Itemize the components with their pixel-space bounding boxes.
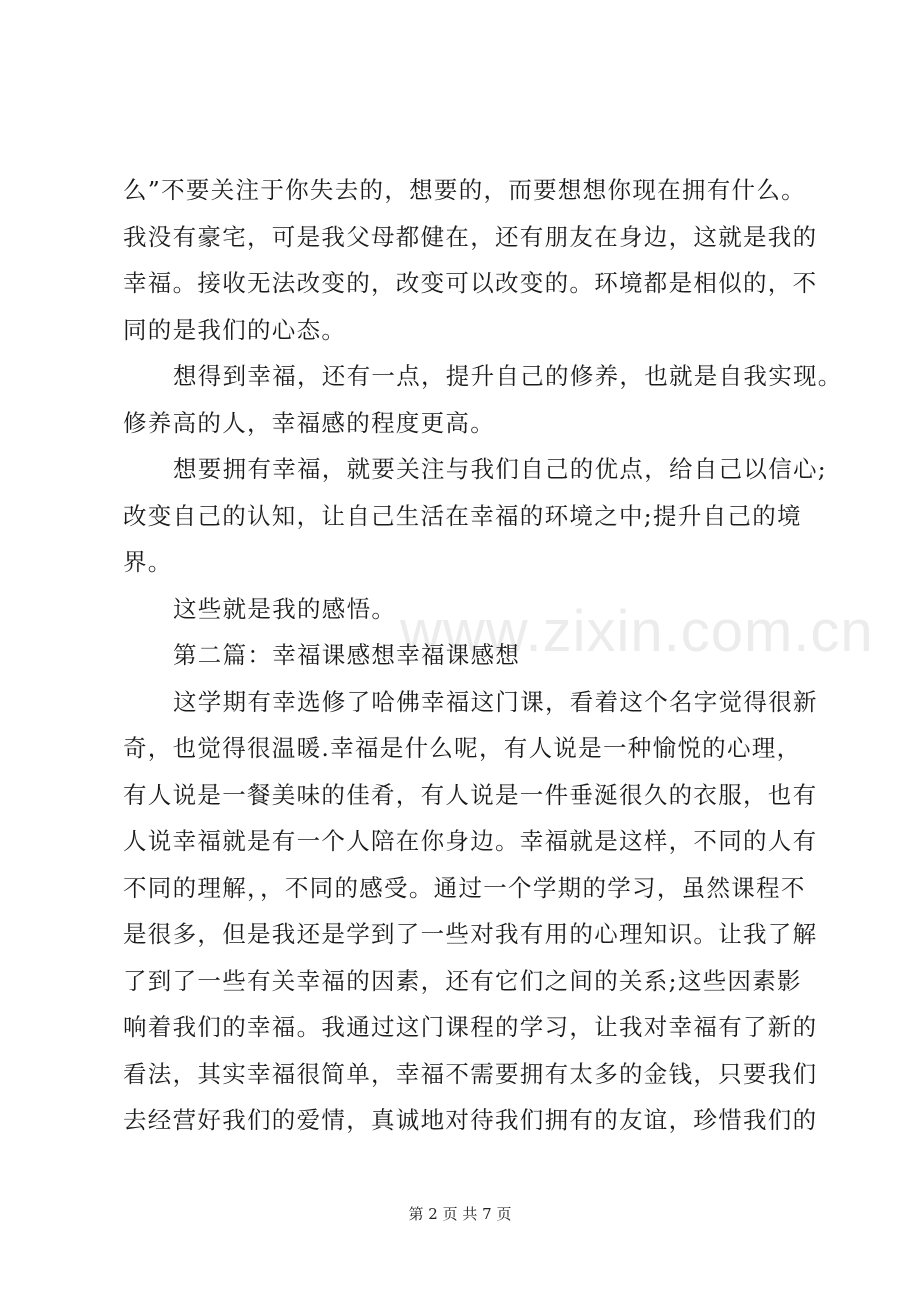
watermark: www.zixin.com.cn bbox=[400, 599, 874, 664]
paragraph-line: 这些就是我的感悟。 bbox=[173, 595, 397, 623]
paragraph-line: 这学期有幸选修了哈佛幸福这门课，看着这个名字觉得很新 bbox=[173, 688, 818, 716]
page-footer: 第 2 页 共 7 页 bbox=[408, 1205, 512, 1223]
paragraph-line: 么”不要关注于你失去的，想要的，而要想想你现在拥有什么。 bbox=[123, 176, 806, 204]
paragraph-line: 了到了一些有关幸福的因素，还有它们之间的关系;这些因素影 bbox=[123, 967, 802, 995]
paragraph-line: 我没有豪宅，可是我父母都健在，还有朋友在身边，这就是我的 bbox=[123, 223, 818, 251]
paragraph-line: 是很多，但是我还是学到了一些对我有用的心理知识。让我了解 bbox=[123, 920, 818, 948]
paragraph-line: 幸福。接收无法改变的，改变可以改变的。环境都是相似的，不 bbox=[123, 269, 818, 297]
paragraph-line: 想得到幸福，还有一点，提升自己的修养，也就是自我实现。 bbox=[173, 362, 843, 390]
paragraph-line: 界。 bbox=[123, 548, 173, 576]
paragraph-line: 看法，其实幸福很简单，幸福不需要拥有太多的金钱，只要我们 bbox=[123, 1060, 818, 1088]
paragraph-line: 响着我们的幸福。我通过这门课程的学习，让我对幸福有了新的 bbox=[123, 1013, 818, 1041]
paragraph-line: 不同的理解，，不同的感受。通过一个学期的学习，虽然课程不 bbox=[123, 874, 806, 902]
paragraph-line: 去经营好我们的爱情，真诚地对待我们拥有的友谊，珍惜我们的 bbox=[123, 1106, 818, 1134]
paragraph-line: 奇，也觉得很温暖.幸福是什么呢，有人说是一种愉悦的心理， bbox=[123, 734, 802, 762]
paragraph-line: 想要拥有幸福，就要关注与我们自己的优点，给自己以信心; bbox=[173, 455, 828, 483]
paragraph-line: 有人说是一餐美味的佳肴，有人说是一件垂涎很久的衣服，也有 bbox=[123, 781, 818, 809]
section-heading: 第二篇：幸福课感想幸福课感想 bbox=[173, 641, 521, 669]
paragraph-line: 修养高的人，幸福感的程度更高。 bbox=[123, 409, 495, 437]
paragraph-line: 改变自己的认知，让自己生活在幸福的环境之中;提升自己的境 bbox=[123, 502, 802, 530]
paragraph-line: 人说幸福就是有一个人陪在你身边。幸福就是这样，不同的人有 bbox=[123, 827, 818, 855]
paragraph-line: 同的是我们的心态。 bbox=[123, 316, 347, 344]
